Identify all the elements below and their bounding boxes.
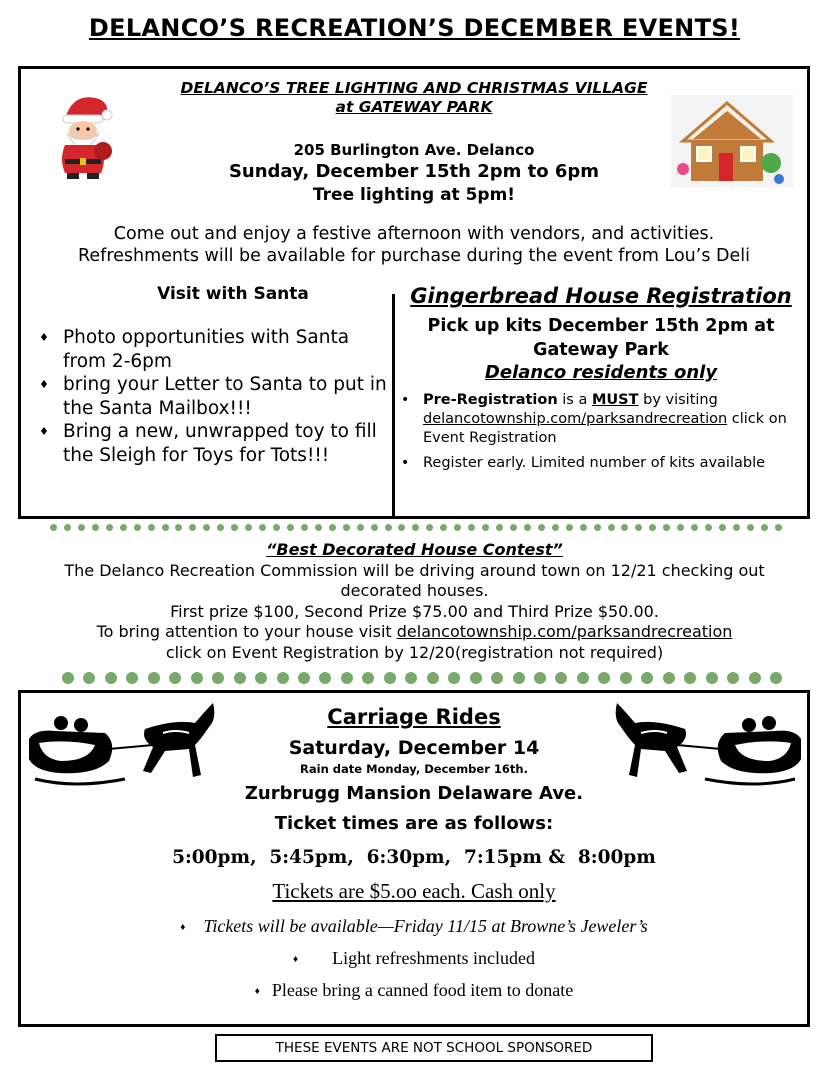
dot bbox=[426, 524, 433, 531]
contest-link[interactable]: delancotownship.com/parksandrecreation bbox=[396, 622, 733, 641]
list-item: ♦ Bring a new, unwrapped toy to fill the Sleigh for Toys for Tots!!! bbox=[33, 420, 393, 467]
santa-list bbox=[33, 326, 393, 467]
dot bbox=[727, 672, 739, 684]
contest-line2: First prize $100, Second Prize $75.00 and Third Prize $50.00. bbox=[170, 601, 659, 621]
dot bbox=[62, 672, 74, 684]
contest-section bbox=[0, 540, 829, 663]
event-intro bbox=[21, 223, 807, 267]
dot bbox=[134, 524, 141, 531]
carriage-rain-date: Rain date Monday, December 16th. bbox=[300, 762, 528, 776]
dot bbox=[491, 672, 503, 684]
contest-heading: “Best Decorated House Contest” bbox=[266, 540, 563, 559]
intro-line1: Come out and enjoy a festive afternoon with vendors, and activities. bbox=[113, 224, 715, 244]
dot bbox=[555, 672, 567, 684]
dot bbox=[534, 672, 546, 684]
dot bbox=[705, 524, 712, 531]
dot bbox=[641, 672, 653, 684]
dot bbox=[231, 524, 238, 531]
carriage-date: Saturday, December 14 bbox=[288, 737, 540, 759]
list-item: ♦ Light refreshments included bbox=[292, 947, 536, 968]
dot bbox=[412, 524, 419, 531]
dot bbox=[538, 524, 545, 531]
dot bbox=[448, 672, 460, 684]
list-item-text: Tickets will be available—Friday 11/15 at Browne’s Jeweler’s bbox=[203, 916, 648, 936]
dot bbox=[245, 524, 252, 531]
gingerbread-residents: Delanco residents only bbox=[484, 362, 718, 383]
event-datetime: Sunday, December 15th 2pm to 6pm bbox=[228, 161, 600, 182]
column-divider bbox=[392, 294, 395, 516]
page-title: DELANCO’S RECREATION’S DECEMBER EVENTS! bbox=[88, 14, 741, 42]
dot bbox=[287, 524, 294, 531]
dot bbox=[405, 672, 417, 684]
dot bbox=[217, 524, 224, 531]
dot bbox=[329, 524, 336, 531]
dot bbox=[677, 524, 684, 531]
tree-lighting-heading-line1: DELANCO’S TREE LIGHTING AND CHRISTMAS VILLAGE bbox=[180, 79, 648, 97]
dot bbox=[427, 672, 439, 684]
contest-line1: The Delanco Recreation Commission will be driving around town on 12/21 checking out decorated houses. bbox=[64, 560, 765, 600]
dot bbox=[440, 524, 447, 531]
dot bbox=[50, 524, 57, 531]
dot bbox=[719, 524, 726, 531]
dot bbox=[273, 524, 280, 531]
dot bbox=[105, 672, 117, 684]
ticket-times-label: Ticket times are as follows: bbox=[274, 813, 554, 834]
dot bbox=[169, 672, 181, 684]
dot bbox=[663, 524, 670, 531]
dot bbox=[301, 524, 308, 531]
dot bbox=[566, 524, 573, 531]
dot bbox=[341, 672, 353, 684]
carriage-location: Zurbrugg Mansion Delaware Ave. bbox=[244, 783, 584, 804]
dot bbox=[470, 672, 482, 684]
event-address: 205 Burlington Ave. Delanco bbox=[293, 141, 535, 159]
registration-link[interactable]: delancotownship.com/parksandrecreation bbox=[423, 411, 728, 427]
contest-line4: click on Event Registration by 12/20(registration not required) bbox=[165, 642, 664, 662]
dot bbox=[175, 524, 182, 531]
contest-text: To bring attention to your house visit bbox=[96, 622, 397, 641]
dot bbox=[371, 524, 378, 531]
dot bbox=[92, 524, 99, 531]
dot bbox=[298, 672, 310, 684]
dot bbox=[577, 672, 589, 684]
dot bbox=[384, 672, 396, 684]
dot bbox=[552, 524, 559, 531]
carriage-list bbox=[21, 911, 807, 1007]
dot bbox=[598, 672, 610, 684]
dot bbox=[398, 524, 405, 531]
tree-lighting-box bbox=[18, 66, 810, 519]
dot bbox=[277, 672, 289, 684]
list-item: • Register early. Limited number of kits available bbox=[399, 454, 803, 473]
dot bbox=[191, 672, 203, 684]
dot bbox=[761, 524, 768, 531]
intro-line2: Refreshments will be available for purchase during the event from Lou’s Deli bbox=[78, 246, 750, 266]
dot bbox=[148, 672, 160, 684]
dot bbox=[362, 672, 374, 684]
carriage-heading: Carriage Rides bbox=[327, 705, 501, 729]
list-item: ♦ Tickets will be available—Friday 11/15 at Browne’s Jeweler’s bbox=[180, 916, 648, 936]
contest-line3 bbox=[0, 622, 829, 643]
gingerbread-list bbox=[399, 391, 803, 473]
dot bbox=[524, 524, 531, 531]
dot bbox=[212, 672, 224, 684]
footer-notice: THESE EVENTS ARE NOT SCHOOL SPONSORED bbox=[215, 1034, 653, 1062]
dot bbox=[482, 524, 489, 531]
prereg-text: by visiting bbox=[638, 392, 718, 408]
carriage-box bbox=[18, 690, 810, 1027]
list-item-text: Light refreshments included bbox=[332, 947, 536, 968]
dot bbox=[234, 672, 246, 684]
list-item bbox=[399, 391, 803, 448]
dot-divider bbox=[50, 522, 782, 532]
santa-column bbox=[33, 284, 393, 467]
dot bbox=[770, 672, 782, 684]
dot bbox=[749, 672, 761, 684]
dot bbox=[315, 524, 322, 531]
dot bbox=[513, 672, 525, 684]
dot bbox=[120, 524, 127, 531]
prereg-label: Pre-Registration bbox=[423, 392, 558, 408]
dot bbox=[203, 524, 210, 531]
ticket-price: Tickets are $5.oo each. Cash only bbox=[272, 879, 556, 903]
dot bbox=[510, 524, 517, 531]
dot bbox=[385, 524, 392, 531]
dot bbox=[148, 524, 155, 531]
dot bbox=[706, 672, 718, 684]
dot bbox=[162, 524, 169, 531]
tree-lighting-time: Tree lighting at 5pm! bbox=[312, 185, 516, 205]
dot bbox=[78, 524, 85, 531]
dot bbox=[255, 672, 267, 684]
prereg-text: click on Event Registration bbox=[423, 411, 787, 446]
dot bbox=[319, 672, 331, 684]
ticket-times: 5:00pm, 5:45pm, 6:30pm, 7:15pm & 8:00pm bbox=[172, 847, 656, 868]
dot bbox=[496, 524, 503, 531]
dot bbox=[663, 672, 675, 684]
dot bbox=[733, 524, 740, 531]
dot bbox=[594, 524, 601, 531]
dot bbox=[775, 524, 782, 531]
list-item-text: Please bring a canned food item to donate bbox=[271, 979, 574, 1000]
prereg-must: MUST bbox=[591, 392, 639, 408]
dot bbox=[635, 524, 642, 531]
gingerbread-column bbox=[399, 284, 803, 479]
list-item: ♦ bring your Letter to Santa to put in the Santa Mailbox!!! bbox=[33, 373, 393, 420]
santa-heading: Visit with Santa bbox=[157, 284, 309, 304]
dot bbox=[454, 524, 461, 531]
list-item: ♦ Please bring a canned food item to donate bbox=[254, 979, 574, 1000]
dot bbox=[608, 524, 615, 531]
dot bbox=[620, 672, 632, 684]
dot bbox=[747, 524, 754, 531]
gingerbread-heading: Gingerbread House Registration bbox=[410, 284, 792, 308]
dot-divider bbox=[62, 673, 782, 683]
dot bbox=[357, 524, 364, 531]
dot bbox=[684, 672, 696, 684]
dot bbox=[259, 524, 266, 531]
dot bbox=[691, 524, 698, 531]
dot bbox=[83, 672, 95, 684]
dot bbox=[189, 524, 196, 531]
dot bbox=[106, 524, 113, 531]
prereg-text: is a bbox=[557, 392, 592, 408]
dot bbox=[580, 524, 587, 531]
dot bbox=[468, 524, 475, 531]
dot bbox=[343, 524, 350, 531]
dot bbox=[64, 524, 71, 531]
dot bbox=[649, 524, 656, 531]
dot bbox=[621, 524, 628, 531]
gingerbread-pickup: Pick up kits December 15th 2pm at Gateway Park bbox=[427, 316, 775, 360]
tree-lighting-heading-line2: at GATEWAY PARK bbox=[335, 98, 493, 116]
list-item: ♦ Photo opportunities with Santa from 2-6pm bbox=[33, 326, 393, 373]
dot bbox=[126, 672, 138, 684]
